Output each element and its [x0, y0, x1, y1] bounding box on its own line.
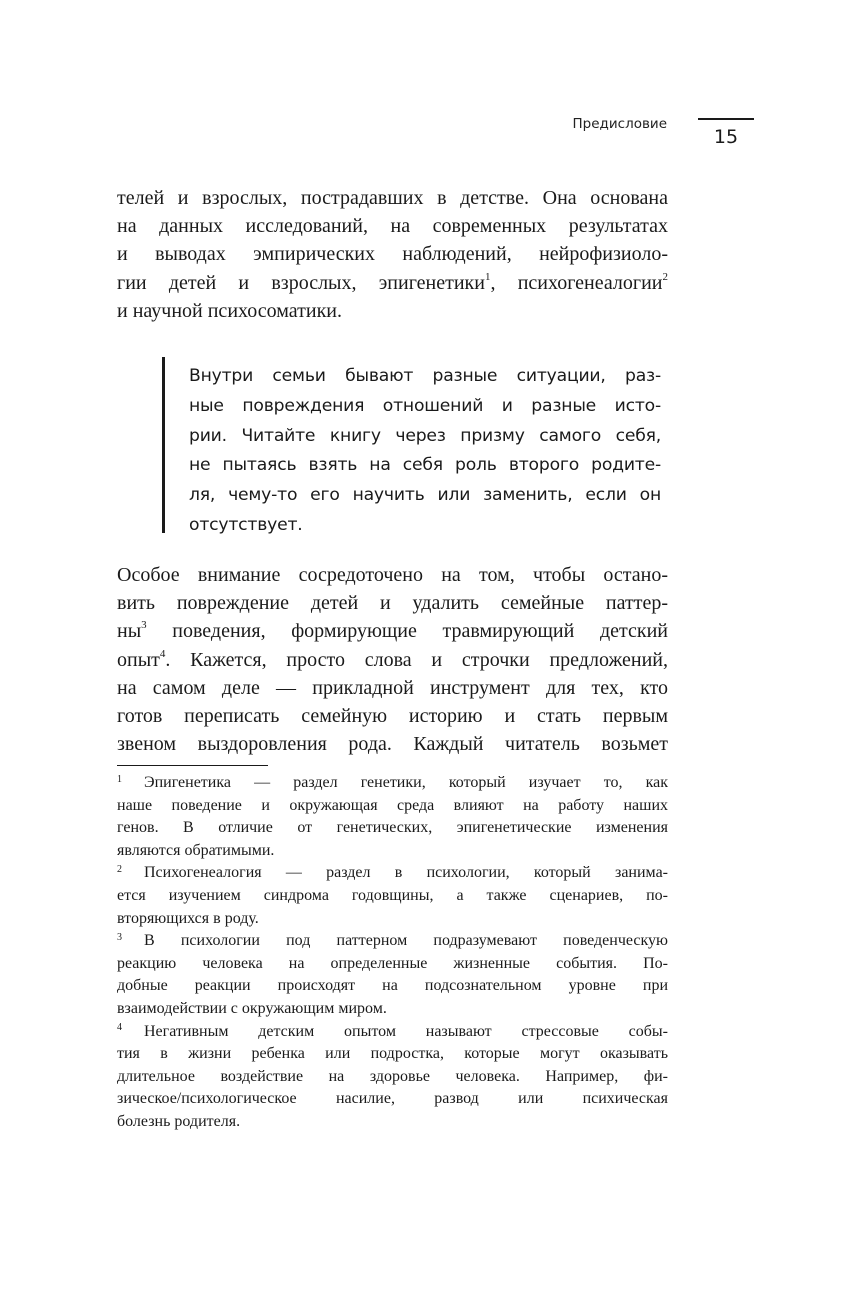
text-fragment: ны	[117, 620, 142, 643]
pull-quote	[189, 362, 661, 541]
text-line: телей и взрослых, пострадавших в детстве. Она основана	[117, 187, 668, 209]
text-line: готов переписать семейную историю и стать первым	[117, 705, 668, 728]
body-paragraph-1	[117, 184, 668, 325]
text-line: на данных исследований, на современных результатах	[117, 215, 668, 238]
footnote-2	[117, 862, 668, 930]
text-line: звеном выздоровления рода. Каждый читатель возьмет	[117, 733, 668, 756]
footnote-line: взаимодействии с окружающим миром.	[117, 999, 387, 1017]
text-fragment: гии детей и взрослых, эпигенетики	[117, 271, 485, 294]
footnote-line: генов. В отличие от генетических, эпигенетические изменения	[117, 819, 668, 837]
text-fragment: Негативным детским опытом называют стрессовые собы-	[144, 1022, 668, 1040]
footnote-ref-3: 3	[141, 619, 147, 632]
footnote-line: наше поведение и окружающая среда влияют на работу наших	[117, 796, 668, 814]
running-header-title: Предисловие	[572, 116, 667, 132]
quote-bar	[162, 357, 165, 533]
footnote-line: длительное воздействие на здоровье человека. Например, фи-	[117, 1067, 668, 1085]
footnote-line: 2 Психогенеалогия — раздел в психологии, который занима-	[117, 863, 668, 882]
text-fragment: , психогенеалогии	[490, 271, 663, 294]
text-fragment: Эпигенетика — раздел генетики, который изучает то, как	[144, 774, 668, 791]
quote-line: рии. Читайте книгу через призму самого себя,	[189, 425, 661, 446]
footnote-line: 4 Негативным детским опытом называют стрессовые собы-	[117, 1022, 668, 1040]
footnote-separator	[117, 765, 268, 766]
text-line	[117, 617, 668, 645]
text-fragment: опыт	[117, 648, 160, 671]
text-fragment: В психологии под паттерном подразумевают поведенческую	[144, 932, 668, 950]
footnote-line: реакцию человека на определенные жизненные события. По-	[117, 954, 668, 972]
text-line: и выводах эмпирических наблюдений, нейрофизиоло-	[117, 243, 668, 266]
text-fragment: Психогенеалогия — раздел в психологии, который занима-	[144, 864, 668, 882]
text-fragment: поведения, формирующие травмирующий детский	[146, 620, 668, 643]
body-paragraph-2	[117, 561, 668, 758]
footnote-ref-1: 1	[484, 270, 491, 283]
footnote-3	[117, 930, 668, 1020]
text-line	[117, 269, 668, 297]
footnote-ref-2: 2	[662, 270, 668, 283]
footnote-line: зическое/психологическое насилие, развод или психическая	[117, 1090, 668, 1108]
quote-line: отсутствует.	[189, 514, 303, 535]
text-line	[117, 646, 668, 674]
text-line: Особое внимание сосредоточено на том, чтобы останo-	[117, 564, 668, 586]
footnote-line: тия в жизни ребенка или подростка, которые могут оказывать	[117, 1045, 668, 1063]
footnote-line: 3 В психологии под паттерном подразумевают поведенческую	[117, 931, 668, 950]
text-fragment: . Кажется, просто слова и строчки предложений,	[165, 648, 668, 671]
quote-line: Внутри семьи бывают разные ситуации, раз-	[189, 366, 661, 386]
footnotes	[117, 772, 668, 1134]
footnote-ref-4: 4	[159, 647, 166, 660]
quote-line: ные повреждения отношений и разные исто-	[189, 395, 661, 416]
header-rule	[698, 118, 754, 120]
text-line: и научной психосоматики.	[117, 299, 342, 322]
footnote-line: добные реакции происходят на подсознательном уровне при	[117, 977, 668, 995]
quote-line: не пытаясь взять на себя роль второго родите-	[189, 455, 661, 476]
quote-line: ля, чему-то его научить или заменить, если он	[189, 485, 661, 506]
text-line: на самом деле — прикладной инструмент для тех, кто	[117, 676, 668, 699]
footnote-line: вторяющихся в роду.	[117, 909, 259, 927]
footnote-line: 1 Эпигенетика — раздел генетики, который изучает то, как	[117, 773, 668, 791]
footnote-4	[117, 1021, 668, 1134]
text-line: вить повреждение детей и удалить семейные паттер-	[117, 592, 668, 615]
footnote-line: являются обратимыми.	[117, 841, 275, 859]
footnote-line: болезнь родителя.	[117, 1112, 241, 1130]
footnote-1	[117, 772, 668, 862]
page-number: 15	[713, 126, 739, 148]
footnote-line: ется изучением синдрома годовщины, а также сценариев, по-	[117, 886, 668, 904]
